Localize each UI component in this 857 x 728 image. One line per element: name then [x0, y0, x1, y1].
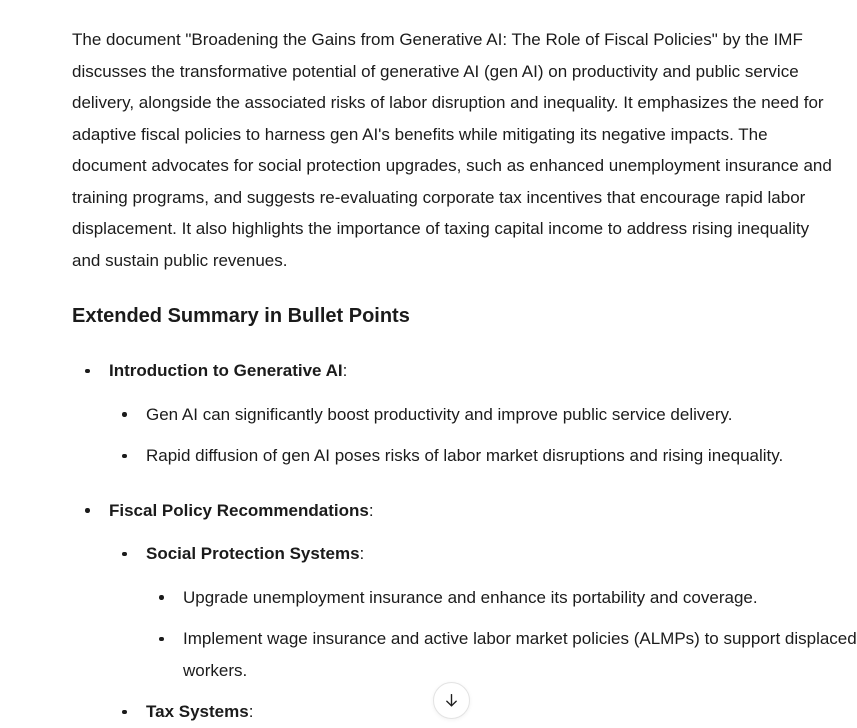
- paragraph-line: adaptive fiscal policies to harness gen AI's benefits while mitigating its negative impacts. The: [72, 124, 768, 144]
- list-label: [146, 696, 857, 728]
- paragraph-line: displacement. It also highlights the importance of taxing capital income to address rising inequality: [72, 219, 810, 238]
- sublist: [109, 399, 857, 472]
- list-item-text: Rapid diffusion of gen AI poses risks of labor market disruptions and rising inequality.: [146, 446, 784, 465]
- sublist: [146, 582, 857, 687]
- list-item-social-protection: [109, 538, 857, 686]
- list-label-bold: Fiscal Policy Recommendations: [109, 500, 369, 520]
- list-label-colon: :: [368, 500, 374, 520]
- list-label-colon: :: [248, 702, 254, 721]
- list-item-text: Gen AI can significantly boost productivity and improve public service delivery.: [146, 404, 733, 424]
- list-label-colon: :: [342, 361, 348, 380]
- list-label-colon: :: [359, 544, 365, 563]
- list-label: [109, 355, 857, 387]
- list-label-bold: Introduction to Generative AI: [109, 361, 343, 380]
- list-item-text: Upgrade unemployment insurance and enhance its portability and coverage.: [183, 587, 758, 607]
- list-label-bold: Social Protection Systems: [146, 544, 360, 563]
- arrow-down-icon: [443, 692, 460, 709]
- paragraph-line: training programs, and suggests re-evaluating corporate tax incentives that encourage rapid labor: [72, 187, 806, 207]
- paragraph-line: The document "Broadening the Gains from Generative AI: The Role of Fiscal Policies" by the IMF: [72, 30, 803, 49]
- summary-list: [72, 355, 857, 728]
- sublist: [109, 538, 857, 728]
- paragraph-line: discusses the transformative potential of generative AI (gen AI) on productivity and public service: [72, 61, 799, 81]
- paragraph-line: and sustain public revenues.: [72, 250, 288, 270]
- list-label-bold: Tax Systems: [146, 702, 249, 721]
- list-label: [109, 495, 857, 527]
- list-item-introduction: [72, 355, 857, 472]
- summary-paragraph: [72, 24, 857, 276]
- paragraph-line: document advocates for social protection upgrades, such as enhanced unemployment insurance and: [72, 156, 832, 175]
- list-item-tax-systems: [109, 696, 857, 728]
- paragraph-line: delivery, alongside the associated risks of labor disruption and inequality. It emphasizes the need for: [72, 93, 824, 112]
- list-item: [146, 623, 857, 686]
- list-item: [109, 440, 857, 472]
- list-item: [109, 399, 857, 431]
- section-heading: Extended Summary in Bullet Points: [72, 305, 410, 327]
- assistant-message: [72, 0, 857, 728]
- scroll-to-bottom-button[interactable]: [433, 682, 470, 719]
- list-label: [146, 538, 857, 570]
- list-item: [146, 582, 857, 614]
- list-item-text: Implement wage insurance and active labor market policies (ALMPs) to support displaced workers.: [183, 629, 857, 680]
